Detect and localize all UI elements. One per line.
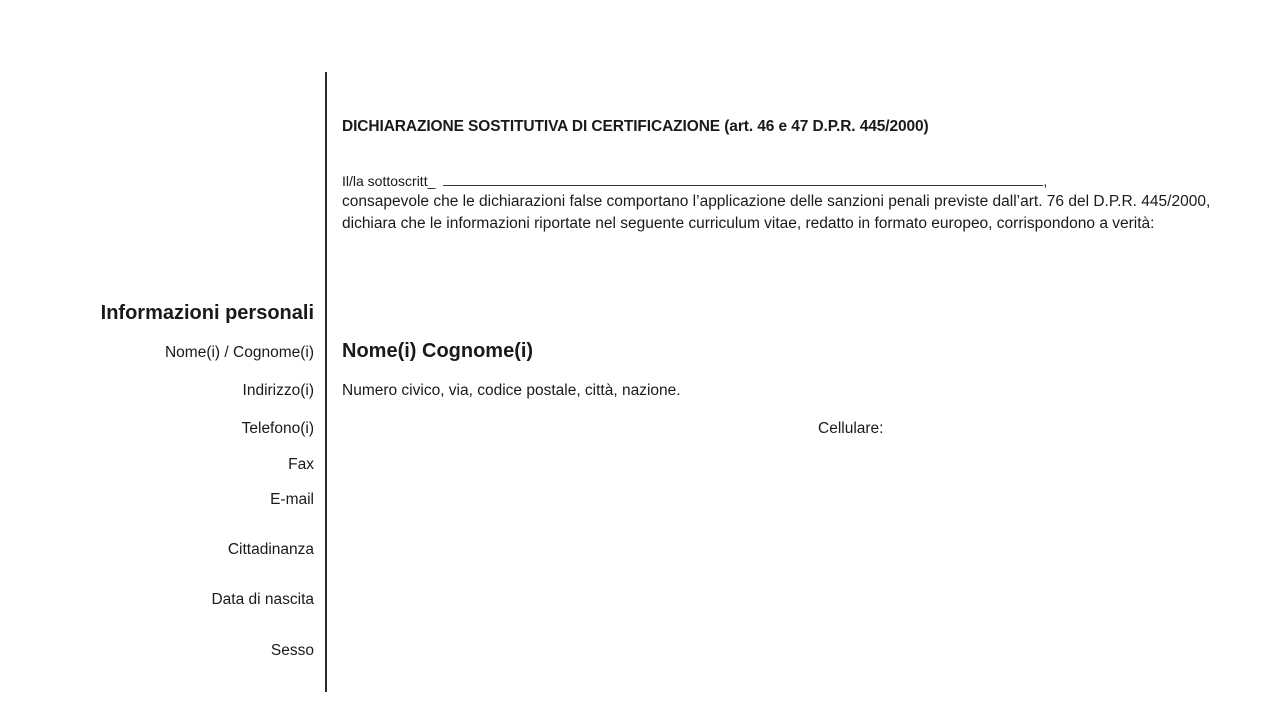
address-value: Numero civico, via, codice postale, città, nazione.	[342, 382, 681, 399]
label-sex: Sesso	[270, 642, 314, 659]
mobile-label: Cellulare:	[818, 420, 884, 437]
label-fax: Fax	[288, 456, 314, 473]
label-citizenship: Cittadinanza	[227, 541, 314, 558]
label-name: Nome(i) / Cognome(i)	[164, 344, 314, 361]
declaration-intro	[342, 173, 1047, 189]
name-value: Nome(i) Cognome(i)	[342, 340, 534, 362]
label-address: Indirizzo(i)	[242, 382, 314, 399]
label-email: E-mail	[270, 491, 314, 508]
label-birth-date: Data di nascita	[211, 591, 314, 608]
label-phone: Telefono(i)	[241, 420, 314, 437]
trailing-comma: ,	[1043, 173, 1048, 189]
signer-label: Il/la sottoscritt_	[342, 173, 436, 189]
declaration-body: consapevole che le dichiarazioni false comportano l’applicazione delle sanzioni penali previste dall’art. 76 del D.P.R. 445/2000, dichiara che le informazioni riportate nel seguente curriculum vitae, redatto in formato europeo, corrispondono a verità:	[342, 193, 1211, 232]
column-divider	[325, 72, 327, 692]
declaration-title: DICHIARAZIONE SOSTITUTIVA DI CERTIFICAZIONE (art. 46 e 47 D.P.R. 445/2000)	[342, 118, 929, 135]
signer-name-blank[interactable]	[443, 173, 1043, 186]
section-heading-personal-info: Informazioni personali	[100, 302, 314, 324]
